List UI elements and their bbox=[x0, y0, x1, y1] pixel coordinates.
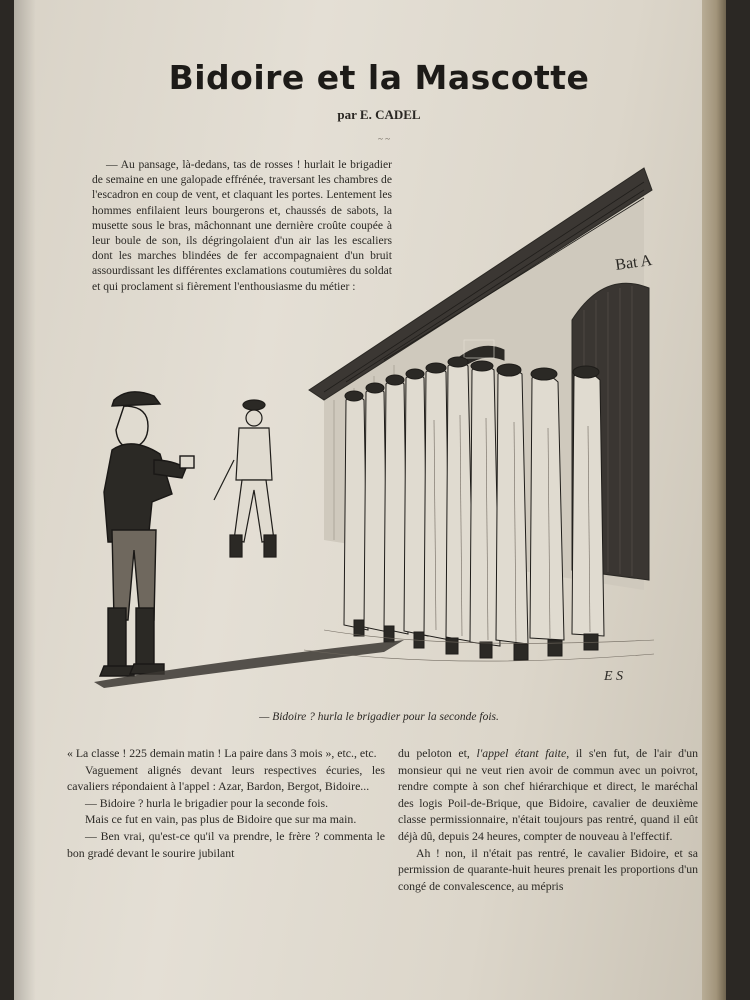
text-column-left bbox=[67, 745, 385, 861]
paragraph: Vaguement alignés devant leurs respectives écuries, les cavaliers répondaient à l'appel : Azar, Bardon, Bergot, Bidoire... bbox=[67, 762, 385, 794]
brigadier-figure bbox=[100, 392, 194, 676]
officer-figure bbox=[214, 400, 276, 557]
illustration-caption: — Bidoire ? hurla le brigadier pour la seconde fois. bbox=[259, 711, 499, 723]
italic-run: l'appel étant faite bbox=[476, 746, 567, 760]
text-run: , il s'en fut, de l'air d'un monsieur qui ne veut rien avoir de commun avec un poivrot, rendre compte à son chef hiérarchique et direct, le maréchal des logis Poil-de-Brique, que Bidoire, cavalier de deuxième classe permissionnaire, n'était toujours pas rentré, quand il eût déjà dû, depuis 24 heures, compter de nouveau à l'effectif. bbox=[398, 746, 698, 843]
paragraph: Ah ! non, il n'était pas rentré, le cavalier Bidoire, et sa permission de quarante-huit heures prenait les proportions d'un congé de convalescence, au mépris bbox=[398, 845, 698, 893]
paragraph: — Bidoire ? hurla le brigadier pour la seconde fois. bbox=[85, 795, 329, 810]
intro-paragraph: — Au pansage, là-dedans, tas de rosses ! hurlait le brigadier de semaine en une galopade effrénée, traversant les chambres de l'escadron en coup de vent, et claquant les portes. Lentement les hommes enfilaient leurs bourgerons et, chaussés de sabots, la musette sous le bras, mâchonnant une dernière croûte coupée à leur boule de son, ils dégringolaient d'un air las les escaliers dont les marches blindées de fer accompagnaient d'un bruit assourdissant les différentes exclamations coutumières du soldat et qui proclament si fièrement l'enthousiasme du métier : bbox=[92, 158, 392, 293]
magazine-page bbox=[14, 0, 726, 1000]
paragraph: Mais ce fut en vain, pas plus de Bidoire que sur ma main. bbox=[85, 812, 357, 827]
text-run: du peloton et, bbox=[398, 746, 477, 760]
paragraph: — Ben vrai, qu'est-ce qu'il va prendre, le frère ? commenta le bon gradé devant le sourire jubilant bbox=[67, 828, 385, 860]
artist-signature: E S bbox=[604, 669, 624, 684]
text-column-right bbox=[398, 745, 698, 894]
article-byline: par E. CADEL bbox=[337, 107, 421, 122]
article-title: Bidoire et la Mascotte bbox=[168, 58, 590, 97]
paragraph: « La classe ! 225 demain matin ! La paire dans 3 mois », etc., etc. bbox=[67, 746, 377, 760]
page-edge bbox=[702, 0, 726, 1000]
building-sign: Bat A bbox=[614, 251, 654, 274]
paragraph bbox=[398, 745, 698, 845]
title-ornament: ~ ~ bbox=[378, 134, 390, 144]
